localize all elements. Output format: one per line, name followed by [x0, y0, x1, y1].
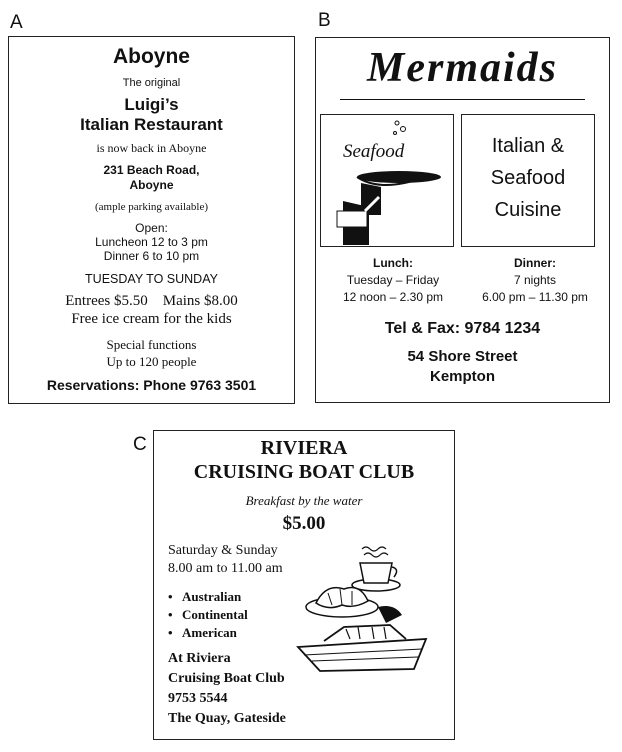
ad-b-lunch-label: Lunch:	[373, 256, 413, 270]
ad-b-dinner-days: 7 nights	[513, 273, 557, 287]
ad-c-option-australian: • Australian	[168, 589, 241, 605]
ad-a-back-text: is now back in Aboyne	[96, 141, 207, 155]
ad-b-cuisine-line1: Italian &	[491, 135, 565, 157]
waiter-hand-icon	[321, 115, 452, 245]
lunch-hours-block	[326, 256, 460, 304]
advertisement-riviera	[153, 430, 455, 740]
ad-b-dinner-hours: 6.00 pm – 11.30 pm	[482, 290, 588, 304]
ad-a-reservations: Reservations: Phone 9763 3501	[46, 377, 257, 393]
advertisement-mermaids	[315, 37, 610, 403]
ad-c-option-continental: • Continental	[168, 607, 248, 623]
ad-a-name-line1: Luigi’s	[124, 95, 179, 114]
ad-a-name-line2: Italian Restaurant	[80, 115, 223, 134]
ad-c-phone: 9753 5544	[168, 691, 228, 706]
ad-c-title-line2: CRUISING BOAT CLUB	[193, 461, 415, 483]
cuisine-panel	[461, 114, 595, 247]
ad-c-title-line1: RIVIERA	[260, 437, 348, 459]
ad-a-days: TUESDAY TO SUNDAY	[85, 272, 218, 286]
ad-c-price: $5.00	[282, 513, 326, 534]
ad-b-address-line1: 54 Shore Street	[407, 348, 518, 365]
ad-c-days: Saturday & Sunday	[168, 543, 278, 558]
label-b: B	[318, 10, 331, 31]
ad-c-address: The Quay, Gateside	[168, 711, 286, 726]
ad-b-title: Mermaids	[366, 45, 558, 91]
ad-c-hours: 8.00 am to 11.00 am	[168, 561, 283, 576]
ad-c-location-line1: At Riviera	[168, 651, 231, 666]
ad-a-functions-line1: Special functions	[106, 337, 197, 352]
ad-a-functions-line2: Up to 120 people	[106, 354, 197, 369]
ad-a-luncheon: Luncheon 12 to 3 pm	[95, 235, 208, 249]
label-a: A	[10, 12, 23, 33]
ad-b-lunch-days: Tuesday – Friday	[346, 273, 440, 287]
ad-a-prices: Entrees $5.50 Mains $8.00	[65, 293, 238, 309]
ad-b-dinner-label: Dinner:	[514, 256, 556, 270]
ad-c-tagline: Breakfast by the water	[245, 493, 363, 508]
ad-a-subtitle: The original	[122, 77, 181, 89]
ad-c-option-american: • American	[168, 625, 237, 641]
ad-b-address-line2: Kempton	[430, 368, 495, 385]
ad-b-cuisine-line3: Cuisine	[494, 199, 562, 221]
ad-a-parking: (ample parking available)	[94, 201, 208, 213]
ad-a-open-label: Open:	[135, 221, 168, 235]
ad-b-seafood-logo: Seafood	[343, 141, 405, 162]
ad-c-location-line2: Cruising Boat Club	[168, 671, 285, 686]
title-underline	[340, 99, 585, 100]
seafood-logo-panel	[320, 114, 454, 247]
ad-a-title: Aboyne	[112, 45, 190, 68]
ad-a-ice-cream: Free ice cream for the kids	[71, 311, 232, 327]
ad-a-address-line1: 231 Beach Road,	[103, 163, 200, 177]
ad-b-tel-fax: Tel & Fax: 9784 1234	[384, 320, 541, 337]
advertisement-luigis	[8, 36, 295, 404]
label-c: C	[133, 434, 147, 455]
dinner-hours-block	[462, 256, 608, 304]
breakfast-boat-icon	[294, 543, 444, 683]
ad-a-dinner: Dinner 6 to 10 pm	[103, 249, 200, 263]
ad-b-cuisine-line2: Seafood	[490, 167, 566, 189]
ad-a-address-line2: Aboyne	[129, 178, 174, 192]
ad-b-lunch-hours: 12 noon – 2.30 pm	[342, 290, 444, 304]
